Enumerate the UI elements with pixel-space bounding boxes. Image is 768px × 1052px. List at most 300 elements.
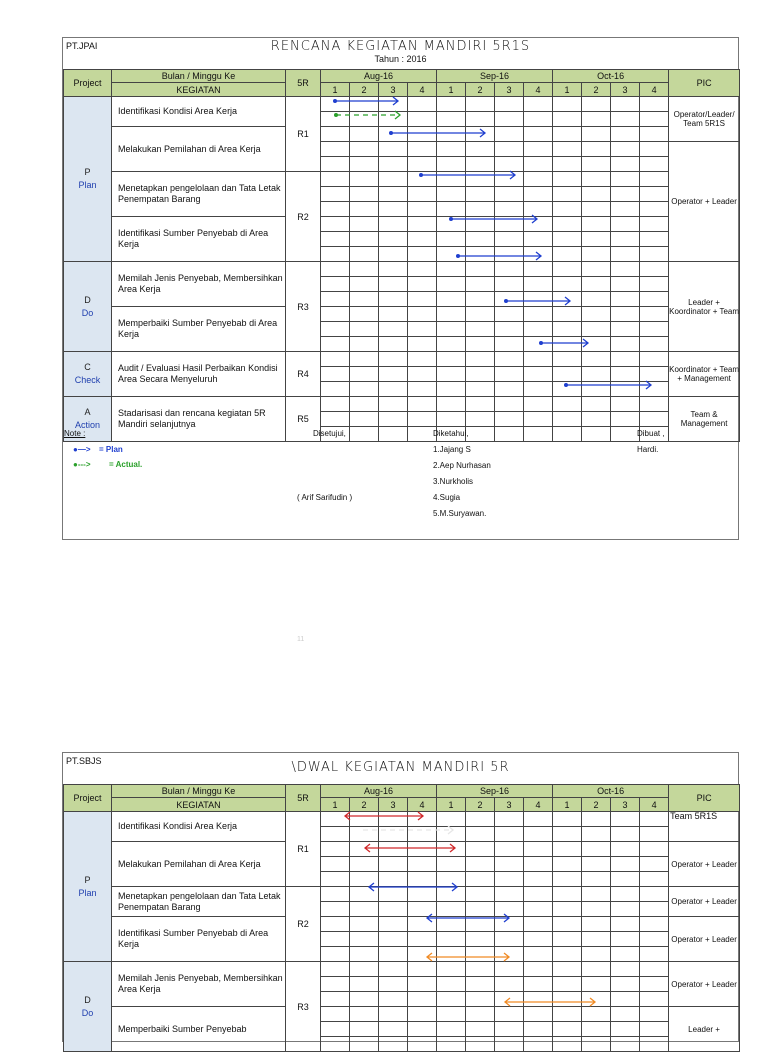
week-cell: [321, 322, 350, 337]
week-cell: [582, 262, 611, 277]
header-5r: 5R: [286, 70, 321, 97]
week-cell: [379, 277, 408, 292]
week-cell: [640, 247, 669, 262]
week-cell: [408, 412, 437, 427]
week-cell: [437, 187, 466, 202]
week-cell: [408, 127, 437, 142]
week-cell: [321, 367, 350, 382]
week-cell: [466, 872, 495, 887]
week-cell: [611, 307, 640, 322]
week-cell: [437, 127, 466, 142]
week-cell: [553, 352, 582, 367]
activity-name: Memperbaiki Sumber Penyebab: [112, 1007, 286, 1052]
week-cell: [437, 1037, 466, 1052]
week-cell: [582, 902, 611, 917]
activity-name: Melakukan Pemilahan di Area Kerja: [112, 842, 286, 887]
week-cell: [350, 292, 379, 307]
week-cell: [466, 277, 495, 292]
week-cell: [640, 1007, 669, 1022]
week-cell: [553, 202, 582, 217]
week-cell: [611, 232, 640, 247]
week-cell: [350, 382, 379, 397]
week-cell: [611, 217, 640, 232]
week-cell: [466, 917, 495, 932]
week-cell: [611, 827, 640, 842]
phase-name: Do: [81, 1007, 94, 1018]
week-cell: [611, 842, 640, 857]
week-cell: [321, 157, 350, 172]
week-cell: [321, 1037, 350, 1052]
week-cell: [379, 307, 408, 322]
pic-cell: Operator + Leader: [669, 917, 740, 962]
week-label: 4: [640, 83, 669, 97]
actual-legend: = Actual.: [109, 460, 143, 469]
week-cell: [582, 962, 611, 977]
week-cell: [321, 932, 350, 947]
week-cell: [495, 992, 524, 1007]
week-cell: [408, 322, 437, 337]
week-cell: [640, 217, 669, 232]
week-cell: [495, 1007, 524, 1022]
week-cell: [437, 962, 466, 977]
week-cell: [495, 412, 524, 427]
week-cell: [582, 1037, 611, 1052]
week-cell: [379, 1007, 408, 1022]
week-cell: [379, 962, 408, 977]
activity-name: Memperbaiki Sumber Penyebab di Area Kerja: [112, 307, 286, 352]
week-cell: [553, 1007, 582, 1022]
week-cell: [350, 917, 379, 932]
week-cell: [466, 112, 495, 127]
week-cell: [408, 112, 437, 127]
week-cell: [495, 947, 524, 962]
company-name: PT.JPAI: [66, 41, 98, 51]
week-cell: [466, 202, 495, 217]
week-cell: [553, 97, 582, 112]
week-cell: [321, 112, 350, 127]
schedule-sheet-2: [62, 752, 739, 1042]
week-cell: [379, 247, 408, 262]
phase-code: A: [84, 407, 91, 417]
week-cell: [437, 97, 466, 112]
week-cell: [524, 397, 553, 412]
week-cell: [582, 992, 611, 1007]
phase-code: D: [84, 994, 91, 1005]
week-cell: [321, 397, 350, 412]
week-cell: [640, 112, 669, 127]
week-cell: [408, 917, 437, 932]
week-label: 4: [408, 83, 437, 97]
week-cell: [408, 977, 437, 992]
activity-name: Memilah Jenis Penyebab, Membersihkan Area Kerja: [112, 262, 286, 307]
week-cell: [582, 932, 611, 947]
week-cell: [611, 917, 640, 932]
week-cell: [524, 812, 553, 827]
week-cell: [582, 202, 611, 217]
week-cell: [321, 947, 350, 962]
week-cell: [524, 352, 553, 367]
week-cell: [582, 187, 611, 202]
week-cell: [321, 277, 350, 292]
company-name: PT.SBJS: [66, 756, 102, 766]
week-cell: [553, 322, 582, 337]
week-cell: [466, 977, 495, 992]
header-kegiatan: KEGIATAN: [112, 83, 286, 97]
pic-cell: Team 5R1S: [669, 812, 740, 842]
week-cell: [495, 112, 524, 127]
week-cell: [524, 947, 553, 962]
week-cell: [553, 397, 582, 412]
week-cell: [582, 277, 611, 292]
week-cell: [350, 307, 379, 322]
week-cell: [379, 187, 408, 202]
activity-name: Melakukan Pemilahan di Area Kerja: [112, 127, 286, 172]
week-cell: [553, 127, 582, 142]
week-cell: [611, 367, 640, 382]
header-project: Project: [64, 70, 112, 97]
week-cell: [640, 887, 669, 902]
week-cell: [611, 187, 640, 202]
week-cell: [640, 142, 669, 157]
week-cell: [611, 397, 640, 412]
month-label: Sep-16: [437, 70, 553, 83]
week-cell: [611, 142, 640, 157]
week-cell: [640, 292, 669, 307]
week-cell: [466, 1037, 495, 1052]
week-cell: [321, 857, 350, 872]
week-cell: [408, 247, 437, 262]
week-cell: [379, 367, 408, 382]
week-cell: [437, 947, 466, 962]
week-cell: [524, 277, 553, 292]
week-cell: [611, 277, 640, 292]
week-label: 3: [611, 798, 640, 812]
project-phase: [64, 962, 112, 1052]
week-label: 4: [408, 798, 437, 812]
project-phase: [64, 97, 112, 262]
activity-name: Identifikasi Sumber Penyebab di Area Kerja: [112, 917, 286, 962]
week-cell: [553, 1037, 582, 1052]
week-cell: [466, 127, 495, 142]
week-cell: [611, 157, 640, 172]
week-cell: [466, 262, 495, 277]
header-pic: PIC: [669, 70, 740, 97]
week-cell: [350, 157, 379, 172]
week-cell: [582, 97, 611, 112]
week-cell: [350, 932, 379, 947]
week-cell: [408, 202, 437, 217]
week-cell: [495, 232, 524, 247]
week-cell: [640, 262, 669, 277]
made-label: Dibuat ,: [637, 429, 665, 438]
week-cell: [466, 352, 495, 367]
week-cell: [379, 352, 408, 367]
maker-name: Hardi.: [637, 445, 659, 454]
week-label: 1: [321, 798, 350, 812]
week-cell: [466, 157, 495, 172]
week-cell: [495, 382, 524, 397]
week-cell: [611, 812, 640, 827]
week-cell: [466, 307, 495, 322]
week-cell: [524, 412, 553, 427]
week-cell: [495, 887, 524, 902]
week-cell: [350, 947, 379, 962]
week-cell: [437, 307, 466, 322]
week-cell: [582, 812, 611, 827]
week-cell: [437, 917, 466, 932]
week-cell: [640, 1037, 669, 1052]
week-cell: [437, 142, 466, 157]
week-cell: [350, 142, 379, 157]
week-cell: [408, 232, 437, 247]
week-cell: [321, 172, 350, 187]
week-cell: [524, 292, 553, 307]
week-cell: [553, 932, 582, 947]
week-cell: [321, 247, 350, 262]
week-cell: [437, 992, 466, 1007]
phase-name: Do: [81, 307, 94, 318]
week-cell: [582, 947, 611, 962]
week-cell: [524, 322, 553, 337]
week-cell: [437, 977, 466, 992]
week-cell: [495, 902, 524, 917]
week-cell: [408, 857, 437, 872]
week-cell: [553, 917, 582, 932]
week-cell: [321, 307, 350, 322]
week-cell: [524, 977, 553, 992]
week-cell: [321, 872, 350, 887]
week-cell: [524, 992, 553, 1007]
week-cell: [495, 827, 524, 842]
week-cell: [466, 292, 495, 307]
week-cell: [437, 292, 466, 307]
week-cell: [350, 842, 379, 857]
week-cell: [437, 367, 466, 382]
note-label: Note :: [64, 429, 86, 438]
week-cell: [408, 932, 437, 947]
week-cell: [582, 827, 611, 842]
phase-name: Check: [74, 375, 101, 385]
week-cell: [466, 382, 495, 397]
week-cell: [611, 262, 640, 277]
week-cell: [437, 857, 466, 872]
week-cell: [524, 887, 553, 902]
week-cell: [321, 1007, 350, 1022]
week-cell: [553, 992, 582, 1007]
week-cell: [553, 812, 582, 827]
week-cell: [408, 902, 437, 917]
week-cell: [466, 247, 495, 262]
week-cell: [524, 857, 553, 872]
week-cell: [437, 412, 466, 427]
project-phase: [64, 352, 112, 397]
week-cell: [524, 172, 553, 187]
week-cell: [437, 172, 466, 187]
week-cell: [437, 232, 466, 247]
phase-code: C: [84, 362, 91, 372]
week-cell: [553, 872, 582, 887]
week-cell: [611, 887, 640, 902]
week-cell: [582, 232, 611, 247]
week-cell: [524, 97, 553, 112]
activity-name: Memilah Jenis Penyebab, Membersihkan Area Kerja: [112, 962, 286, 1007]
week-cell: [524, 1007, 553, 1022]
week-cell: [524, 917, 553, 932]
week-cell: [350, 127, 379, 142]
week-label: 4: [524, 798, 553, 812]
week-cell: [466, 992, 495, 1007]
week-cell: [582, 172, 611, 187]
week-cell: [408, 872, 437, 887]
week-cell: [611, 902, 640, 917]
week-cell: [524, 127, 553, 142]
week-cell: [350, 412, 379, 427]
week-cell: [321, 337, 350, 352]
phase-code: D: [84, 294, 91, 305]
week-cell: [379, 217, 408, 232]
week-cell: [495, 172, 524, 187]
week-label: 3: [379, 798, 408, 812]
week-cell: [379, 397, 408, 412]
week-cell: [553, 277, 582, 292]
week-cell: [524, 842, 553, 857]
week-cell: [321, 812, 350, 827]
week-cell: [640, 962, 669, 977]
week-cell: [321, 887, 350, 902]
week-cell: [437, 157, 466, 172]
plan-legend-symbol: ●—>: [73, 445, 91, 454]
week-cell: [495, 397, 524, 412]
project-phase: [64, 262, 112, 352]
known-person: 3.Nurkholis: [433, 477, 474, 486]
week-cell: [553, 142, 582, 157]
week-cell: [350, 97, 379, 112]
week-cell: [553, 977, 582, 992]
week-cell: [321, 827, 350, 842]
week-cell: [640, 992, 669, 1007]
week-cell: [408, 172, 437, 187]
week-cell: [495, 962, 524, 977]
week-cell: [553, 857, 582, 872]
plan-legend: = Plan: [99, 445, 123, 454]
week-cell: [582, 367, 611, 382]
week-cell: [466, 827, 495, 842]
week-cell: [524, 307, 553, 322]
week-cell: [611, 172, 640, 187]
week-cell: [611, 127, 640, 142]
week-cell: [321, 382, 350, 397]
week-cell: [466, 842, 495, 857]
week-cell: [350, 902, 379, 917]
week-cell: [640, 842, 669, 857]
week-cell: [582, 142, 611, 157]
week-cell: [524, 187, 553, 202]
header-bulan: Bulan / Minggu Ke: [112, 785, 286, 798]
week-cell: [495, 842, 524, 857]
week-cell: [611, 1037, 640, 1052]
week-label: 1: [437, 83, 466, 97]
week-cell: [640, 337, 669, 352]
week-cell: [524, 382, 553, 397]
week-cell: [321, 142, 350, 157]
week-cell: [495, 337, 524, 352]
known-person: 1.Jajang S: [433, 445, 471, 454]
page-number: 11: [297, 636, 305, 643]
five-r-group: R2: [286, 887, 321, 962]
week-cell: [466, 932, 495, 947]
week-cell: [640, 397, 669, 412]
schedule-table: [63, 69, 740, 442]
week-cell: [495, 127, 524, 142]
schedule-sheet-1: [62, 37, 739, 540]
week-cell: [350, 187, 379, 202]
week-cell: [466, 962, 495, 977]
week-cell: [495, 97, 524, 112]
week-cell: [321, 292, 350, 307]
week-cell: [495, 1037, 524, 1052]
week-cell: [408, 262, 437, 277]
week-cell: [640, 917, 669, 932]
week-cell: [379, 157, 408, 172]
week-cell: [437, 262, 466, 277]
week-cell: [321, 97, 350, 112]
week-cell: [611, 322, 640, 337]
week-label: 3: [495, 798, 524, 812]
five-r-group: R1: [286, 97, 321, 172]
week-cell: [466, 367, 495, 382]
phase-code: P: [84, 167, 91, 177]
week-cell: [640, 322, 669, 337]
week-cell: [611, 962, 640, 977]
week-cell: [408, 992, 437, 1007]
activity-name: Identifikasi Kondisi Area Kerja: [112, 812, 286, 842]
week-cell: [408, 142, 437, 157]
week-label: 2: [466, 798, 495, 812]
week-cell: [524, 247, 553, 262]
week-cell: [582, 217, 611, 232]
week-cell: [524, 202, 553, 217]
week-cell: [553, 827, 582, 842]
week-cell: [553, 112, 582, 127]
week-cell: [640, 902, 669, 917]
week-label: 3: [379, 83, 408, 97]
week-cell: [408, 827, 437, 842]
week-cell: [611, 337, 640, 352]
phase-name: Plan: [78, 887, 97, 898]
week-cell: [408, 887, 437, 902]
week-cell: [321, 202, 350, 217]
week-cell: [408, 367, 437, 382]
week-cell: [553, 307, 582, 322]
week-cell: [495, 917, 524, 932]
week-cell: [466, 322, 495, 337]
week-cell: [379, 842, 408, 857]
week-cell: [350, 247, 379, 262]
week-cell: [640, 97, 669, 112]
week-label: 1: [321, 83, 350, 97]
week-cell: [582, 292, 611, 307]
week-cell: [321, 187, 350, 202]
week-cell: [408, 97, 437, 112]
week-cell: [350, 1037, 379, 1052]
week-cell: [611, 1007, 640, 1022]
week-cell: [466, 97, 495, 112]
week-cell: [379, 112, 408, 127]
week-cell: [321, 217, 350, 232]
five-r-group: R5: [286, 397, 321, 442]
header-project: Project: [64, 785, 112, 812]
week-cell: [437, 932, 466, 947]
